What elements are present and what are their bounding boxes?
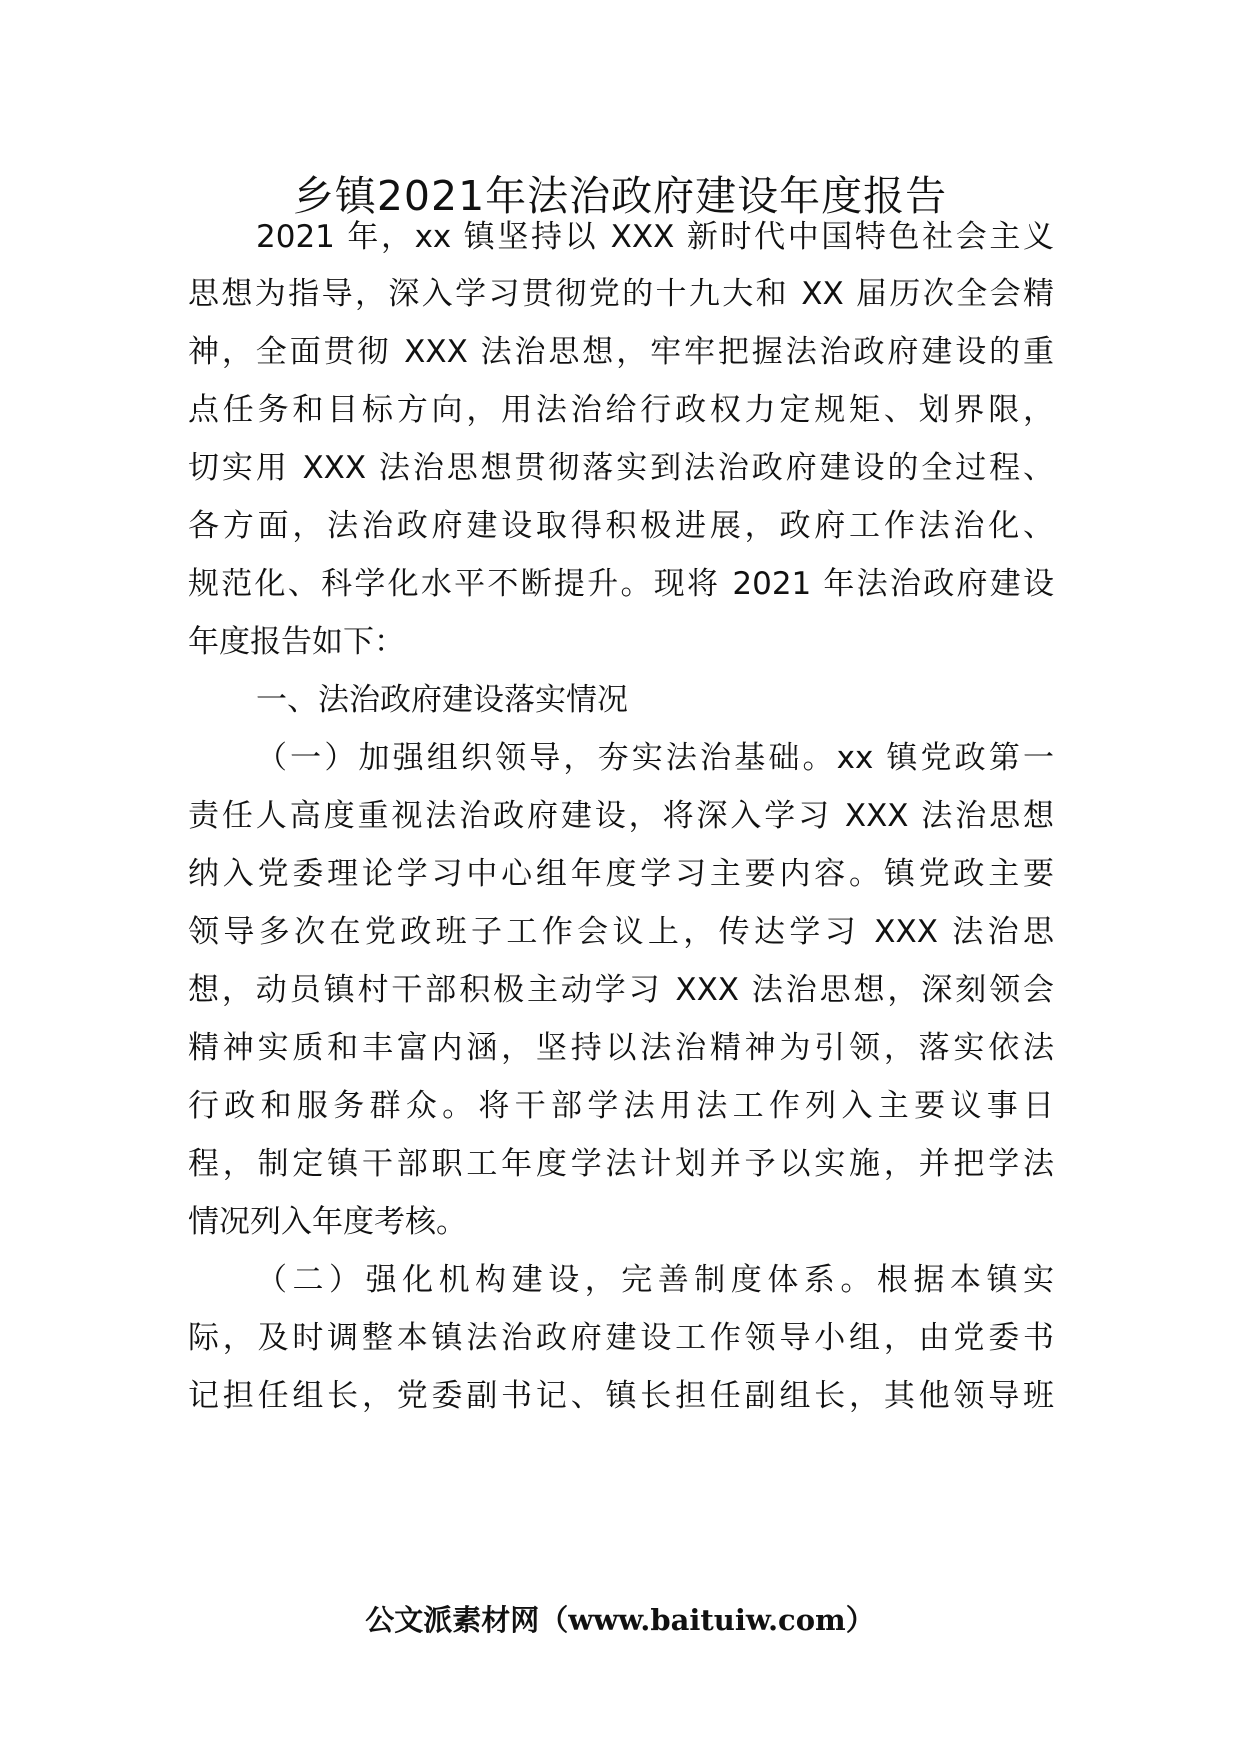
body-line: 责任人高度重视法治政府建设，将深入学习 XXX 法治思想 xyxy=(188,798,1054,834)
body-line: 思想为指导，深入学习贯彻党的十九大和 XX 届历次全会精 xyxy=(188,276,1054,312)
footer-watermark: 公文派素材网（www.baituiw.com） xyxy=(365,1603,875,1637)
body-line: 规范化、科学化水平不断提升。现将 2021 年法治政府建设 xyxy=(188,566,1054,602)
body-line: 领导多次在党政班子工作会议上，传达学习 XXX 法治思 xyxy=(188,914,1054,950)
body-line: 行政和服务群众。将干部学法用法工作列入主要议事日 xyxy=(188,1088,1054,1124)
body-line: 想，动员镇村干部积极主动学习 XXX 法治思想，深刻领会 xyxy=(188,972,1054,1008)
body-line: 神，全面贯彻 XXX 法治思想，牢牢把握法治政府建设的重 xyxy=(188,334,1054,370)
body-line: 程，制定镇干部职工年度学法计划并予以实施，并把学法 xyxy=(188,1146,1054,1182)
body-line: 情况列入年度考核。 xyxy=(188,1204,467,1240)
body-line: 2021 年，xx 镇坚持以 XXX 新时代中国特色社会主义 xyxy=(256,219,1054,255)
section-heading: 一、法治政府建设落实情况 xyxy=(256,682,628,718)
body-line: （一）加强组织领导，夯实法治基础。xx 镇党政第一 xyxy=(256,740,1054,776)
body-line: 点任务和目标方向，用法治给行政权力定规矩、划界限， xyxy=(188,392,1054,428)
body-line: 精神实质和丰富内涵，坚持以法治精神为引领，落实依法 xyxy=(188,1030,1054,1066)
document-title: 乡镇2021年法治政府建设年度报告 xyxy=(292,172,948,220)
body-line: 切实用 XXX 法治思想贯彻落实到法治政府建设的全过程、 xyxy=(188,450,1054,486)
body-line: 记担任组长，党委副书记、镇长担任副组长，其他领导班 xyxy=(188,1378,1054,1414)
body-line: 年度报告如下： xyxy=(188,624,405,660)
body-line: （二）强化机构建设，完善制度体系。根据本镇实 xyxy=(256,1262,1054,1298)
body-line: 纳入党委理论学习中心组年度学习主要内容。镇党政主要 xyxy=(188,856,1054,892)
body-line: 际，及时调整本镇法治政府建设工作领导小组，由党委书 xyxy=(188,1320,1054,1356)
body-line: 各方面，法治政府建设取得积极进展，政府工作法治化、 xyxy=(188,508,1054,544)
